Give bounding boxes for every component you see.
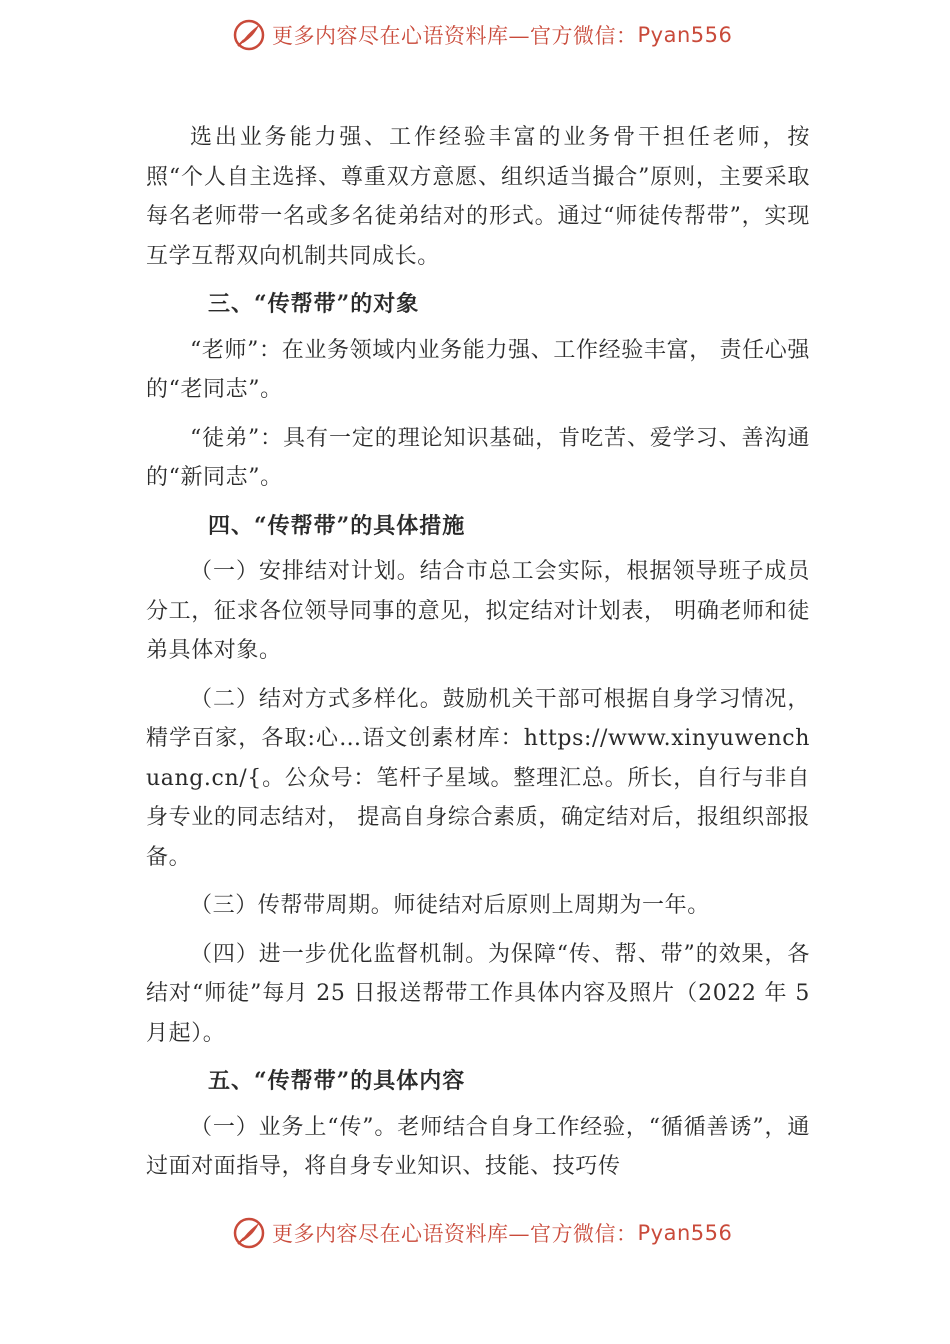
banner-text: 更多内容尽在心语资料库—官方微信： bbox=[272, 1222, 638, 1246]
quill-logo-icon bbox=[232, 1216, 266, 1250]
paragraph: （四）进一步优化监督机制。为保障“传、帮、带”的效果，各结对“师徒”每月 25 日报送帮带工作具体内容及照片（2022 年 5 月起）。 bbox=[146, 941, 810, 1046]
section-heading: 三、“传帮带”的对象 bbox=[208, 291, 420, 317]
paragraph: （三）传帮带周期。师徒结对后原则上周期为一年。 bbox=[190, 893, 710, 918]
header-banner bbox=[0, 8, 950, 58]
banner-wechat-id: Pyan556 bbox=[637, 1221, 733, 1245]
paragraph: 选出业务能力强、工作经验丰富的业务骨干担任老师，按照“个人自主选择、尊重双方意愿、组织适当撮合”原则，主要采取每名老师带一名或多名徒弟结对的形式。通过“师徒传帮带”，实现互学互帮双向机制共同成长。 bbox=[146, 125, 810, 269]
paragraph: （二）结对方式多样化。鼓励机关干部可根据自身学习情况，精学百家，各取:心…语文创素材库：https://www.xinyuwenchuang.cn/{。公众号：笔杆子星域。整理汇总。所长，自行与非自身专业的同志结对， 提高自身综合素质，确定结对后，报组织部报备。 bbox=[146, 686, 810, 870]
quill-logo-icon bbox=[232, 18, 266, 52]
paragraph: “老师”：在业务领域内业务能力强、工作经验丰富， 责任心强的“老同志”。 bbox=[146, 337, 810, 402]
footer-banner bbox=[0, 1206, 950, 1256]
document-body bbox=[146, 118, 810, 1196]
paragraph: “徒弟”：具有一定的理论知识基础，肯吃苦、爱学习、善沟通的“新同志”。 bbox=[146, 425, 810, 490]
paragraph: （一）安排结对计划。结合市总工会实际，根据领导班子成员分工，征求各位领导同事的意见，拟定结对计划表， 明确老师和徒弟具体对象。 bbox=[146, 559, 810, 663]
paragraph: （一）业务上“传”。老师结合自身工作经验，“循循善诱”，通过面对面指导，将自身专业知识、技能、技巧传 bbox=[146, 1114, 810, 1179]
banner-wechat-id: Pyan556 bbox=[637, 23, 733, 47]
section-heading: 四、“传帮带”的具体措施 bbox=[208, 512, 466, 539]
section-heading: 五、“传帮带”的具体内容 bbox=[208, 1068, 466, 1094]
banner-text: 更多内容尽在心语资料库—官方微信： bbox=[272, 24, 638, 48]
